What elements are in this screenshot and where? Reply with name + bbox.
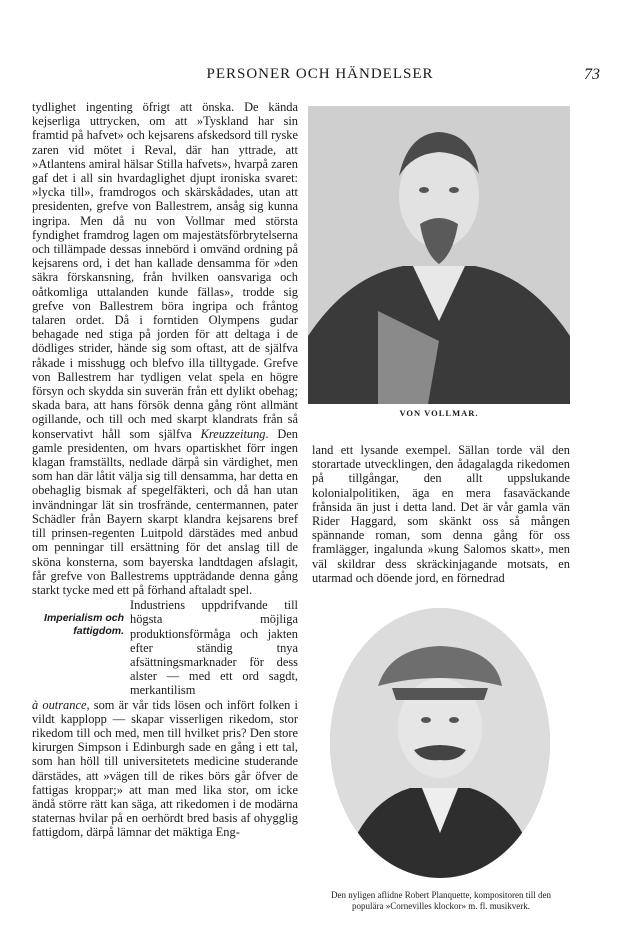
left-column (32, 100, 298, 840)
portrait-caption-planquette: Den nyligen aflidne Robert Planquette, kompositoren till den populära »Cornevilles klockor» m. fl. musikverk. (331, 890, 551, 911)
kreuzzeitung-title: Kreuzzeitung (200, 426, 266, 441)
portrait-caption-vollmar: VON VOLLMAR. (399, 408, 479, 418)
paragraph-imperialism (32, 698, 298, 840)
von-vollmar-photo (308, 106, 570, 404)
planquette-photo (330, 608, 550, 878)
paragraph-vollmar-text: tydlighet ingenting öfrigt att önska. De kända kejserliga uttrycken, om att »Tyskland har sin framtid på hafvet» och kejsarens afskedsord till ryske zaren vid mötet i Reval, där han yttrade, att »Atlantens amiral hälsar Stilla hafvets», hvarpå zaren gaf det i all sin hvardaglighet djupt ironiska svaret: »lycka till», framdrogos och skärskådades, utan att presidenten, grefve von Ballestrem, ansåg sig kunna ingripa. Men då nu von Vollmar med största fyndighet framdrog lagen om majestätsförbrytelserna och tillämpade dessas innebörd i omvänd ordning på kejsarens ord, i det han kallade densamma för »den säkra förskansning, från hvilken oansvariga och oåtkomliga uttalanden kunde fällas», trodde sig grefve von Ballestrem böra ingripa och fråntog talaren ordet. Då i forntiden Olympens gudar behagade ned stiga på jorden för att deltaga i de dödliges strider, hände sig som oftast, att de själfva råkade i misshugg och blefvo illa tilltygade. Grefve von Ballestrem har tydligen velat spela en högre försyn och skydda sin suverän från ett dylikt obehag; skada bara, att hans försök denna gång rönt allmänt ogillande, och till och med skarpt klandrats från så konservativt håll som själfva (32, 100, 298, 441)
right-column: land ett lysande exempel. Sällan torde väl den storartade utvecklingen, den ådagalagda rikedomen på tillgångar, den allt uppslukande kolonialpolitiken, äga en mera fasaväckande frånsida än just i detta land. Det är vår gamla vän Rider Haggard, som skänkt oss så mången spännande roman, som denna gång för oss framlägger, ingalunda »kung Salomos skatt», men väl skildrar dess skräckinjagande motsats, en utarmad och döende jord, en förnedrad (312, 443, 570, 585)
a-outrance: à outrance (32, 697, 87, 712)
paragraph-imperialism-start: Industriens uppdrifvande till högsta möjliga produktionsförmåga och jakten efter ständig tnya afsättningsmarknader för dess alster — med ett ord sagdt, merkantilism (130, 598, 298, 698)
page-number: 73 (584, 66, 600, 83)
section-imperialism (32, 598, 298, 697)
portrait-von-vollmar (308, 106, 570, 404)
paragraph-vollmar (32, 100, 298, 597)
page-header-title: PERSONER OCH HÄNDELSER (206, 66, 434, 82)
paragraph-vollmar-end: . Den gamle presidenten, om hvars opartiskhet förr ingen klagan framställts, nedlade därpå sin värdighet, men som han där låtit välja sig till densamma, har detta en obehaglig bismak af spegelfäkteri, och då han utan invändningar lät sin trosfrände, centermannen, pater Schädler från Bayern skarpt klandra kejsarens bref till prinsen-regenten Luitpold därstädes med anbud om penningar till ersättning för det anslag till de sköna konsterna, som bayerska landtdagen afslagit, får grefve von Ballestrems uppträdande denna gång starkt tycke med ett på förhand aftaladt spel. (32, 426, 298, 597)
paragraph-imperialism-end: , som är vår tids lösen och infört folken i vildt kapplopp — skapar visserligen rikedom, stor rikedom till och med, men till hvilket pris? Den store kirurgen Simpson i Edinburgh sade en gång i ett tal, som han höll till universitetets medicine studerande därstädes, att »vägen till de rikes börs går öfver de fattigas kroppar;» att man med lika stor, om icke ändå större rätt kan säga, att rikedomen i de modärna staternas hvilar på en oerhördt bred basis af ohygglig fattigdom, därpå lämnar det mäktiga Eng- (32, 697, 299, 840)
portrait-planquette (330, 608, 550, 878)
margin-note: Imperialism och fattigdom. (44, 612, 124, 638)
